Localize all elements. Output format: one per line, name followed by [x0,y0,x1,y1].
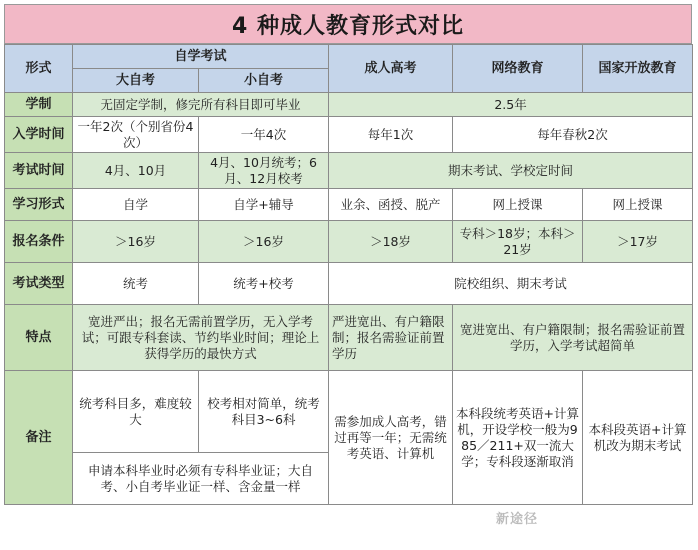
header-open-edu: 国家开放教育 [583,45,693,93]
tedian-online-open: 宽进宽出、有户籍限制；报名需验证前置学历，入学考试超简单 [453,305,693,371]
watermark: 新途径 [496,512,539,527]
kaoshi-time-big: 4月、10月 [73,153,199,189]
tedian-adult: 严进宽出、有户籍限制；报名需验证前置学历 [329,305,453,371]
xuexi-small: 自学+辅导 [199,189,329,221]
beizhu-small: 校考相对简单，统考科目3~6科 [199,371,329,453]
header-small-self: 小自考 [199,69,329,93]
beizhu-adult: 需参加成人高考，错过再等一年；无需统考英语、计算机 [329,371,453,505]
header-self-study: 自学考试 [73,45,329,69]
beizhu-big: 统考科目多，难度较大 [73,371,199,453]
kaoshi-time-others: 期末考试、学校定时间 [329,153,693,189]
baoming-big: ＞16岁 [73,221,199,263]
xuezhi-self: 无固定学制，修完所有科目即可毕业 [73,93,329,117]
beizhu-open: 本科段英语+计算机改为期末考试 [583,371,693,505]
ruxue-adult: 每年1次 [329,117,453,153]
xuexi-online: 网上授课 [453,189,583,221]
comparison-table [4,44,693,505]
header-online: 网络教育 [453,45,583,93]
row-label-ruxue: 入学时间 [5,117,73,153]
beizhu-self-bottom: 申请本科毕业时必须有专科毕业证；大自考、小自考毕业证一样、含金量一样 [73,453,329,505]
row-label-tedian: 特点 [5,305,73,371]
header-big-self: 大自考 [73,69,199,93]
ruxue-small: 一年4次 [199,117,329,153]
ruxue-big: 一年2次（个别省份4次） [73,117,199,153]
baoming-open: ＞17岁 [583,221,693,263]
row-label-xuexi: 学习形式 [5,189,73,221]
xuezhi-others: 2.5年 [329,93,693,117]
kaoshi-time-small: 4月、10月统考；6月、12月校考 [199,153,329,189]
row-label-kaoshi-time: 考试时间 [5,153,73,189]
header-form: 形式 [5,45,73,93]
beizhu-online: 本科段统考英语+计算机，开设学校一般为985／211+双一流大学；专科段逐渐取消 [453,371,583,505]
kaoshi-type-big: 统考 [73,263,199,305]
baoming-adult: ＞18岁 [329,221,453,263]
xuexi-big: 自学 [73,189,199,221]
kaoshi-type-others: 院校组织、期末考试 [329,263,693,305]
baoming-online: 专科＞18岁；本科＞21岁 [453,221,583,263]
row-label-kaoshi-type: 考试类型 [5,263,73,305]
xuexi-adult: 业余、函授、脱产 [329,189,453,221]
row-label-baoming: 报名条件 [5,221,73,263]
baoming-small: ＞16岁 [199,221,329,263]
kaoshi-type-small: 统考+校考 [199,263,329,305]
tedian-self: 宽进严出；报名无需前置学历，无入学考试；可跟专科套读、节约毕业时间；理论上获得学历的最快方式 [73,305,329,371]
header-adult-exam: 成人高考 [329,45,453,93]
xuexi-open: 网上授课 [583,189,693,221]
ruxue-online-open: 每年春秋2次 [453,117,693,153]
page-title: 4 种成人教育形式对比 [4,4,692,44]
row-label-beizhu: 备注 [5,371,73,505]
row-label-xuezhi: 学制 [5,93,73,117]
